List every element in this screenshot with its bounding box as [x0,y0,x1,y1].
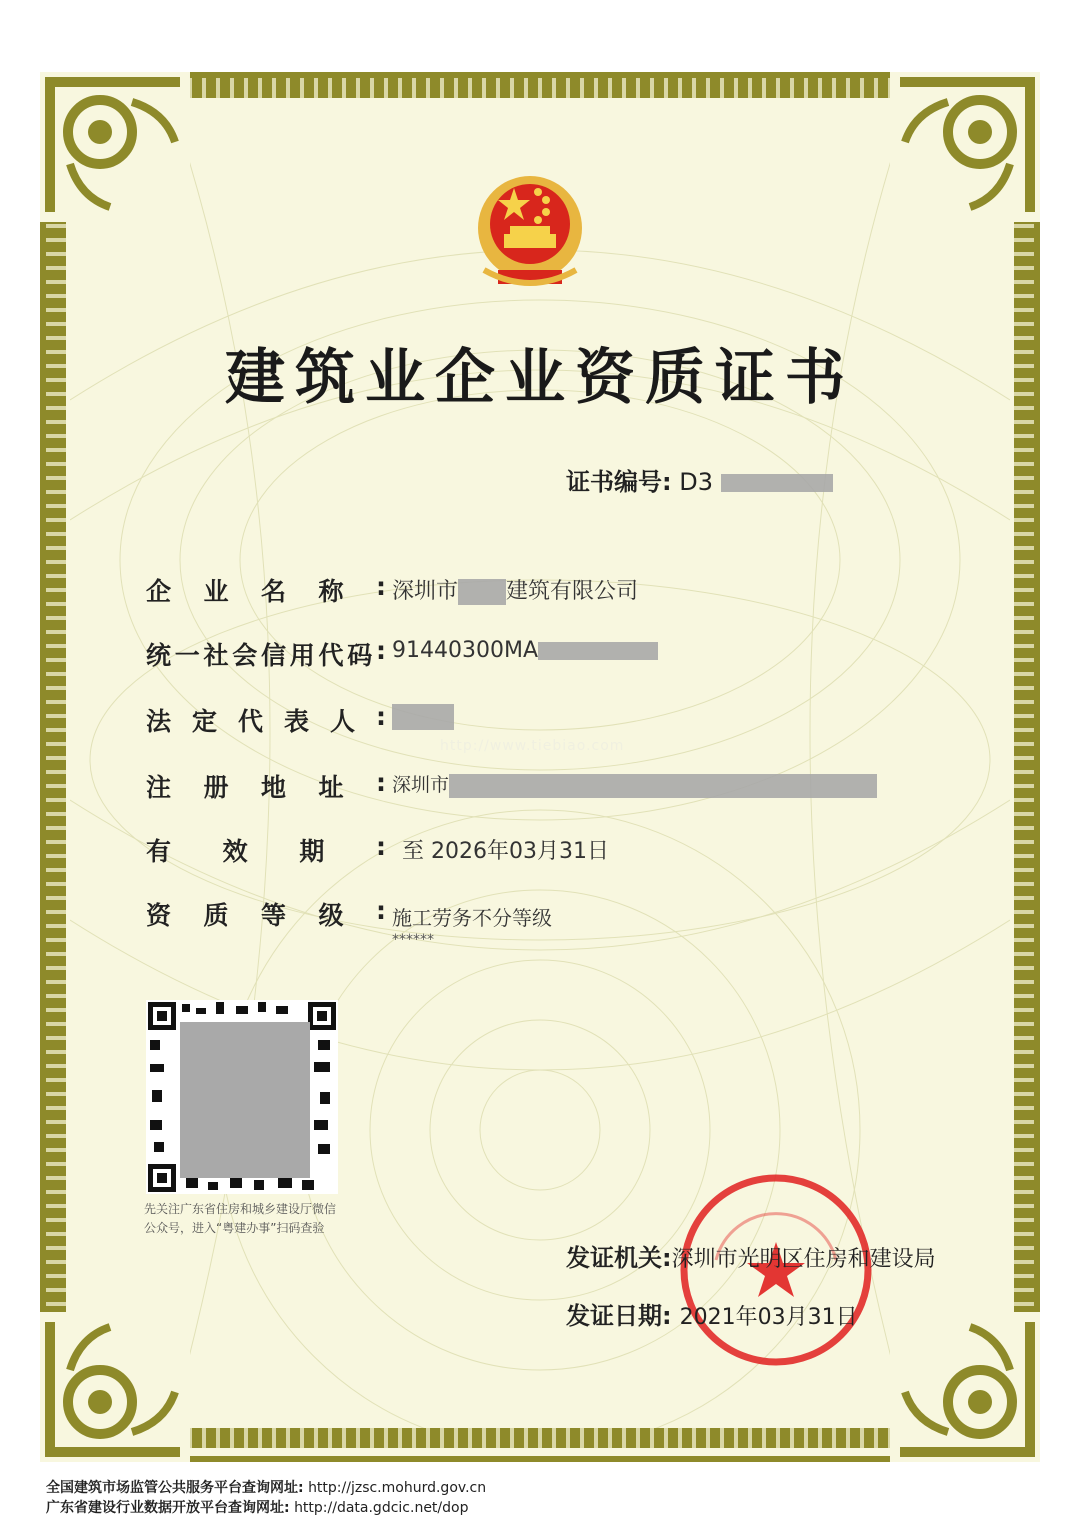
field-label [146,768,386,804]
field-label [146,832,386,868]
label-char: 等 [261,901,287,930]
label-char: 信 [261,641,287,670]
redaction-block [392,704,454,730]
certificate-number-value: D3 [679,468,713,496]
label-char: 法 [146,707,172,736]
label-char: 有 [146,837,172,866]
redaction-block [449,774,877,798]
issuing-authority-label: 发证机关: [566,1244,672,1272]
redaction-block [538,642,658,660]
field-label [146,572,386,608]
field-value: 深圳市 建筑有限公司 [392,579,639,604]
label-char: 社 [203,641,229,670]
redaction-block [721,474,833,492]
corner-ornament-bottom-left [40,1312,190,1462]
label-char: 级 [318,901,344,930]
issuing-authority-value: 深圳市光明区住房和建设局 [671,1247,936,1272]
label-char: 册 [203,773,229,802]
label-char: 表 [284,707,310,736]
corner-ornament-top-right [890,72,1040,222]
label-colon: : [375,832,386,861]
label-char: 代 [238,707,264,736]
footer-line-1: 全国建筑市场监管公共服务平台查询网址: http://jzsc.mohurd.gov.cn [46,1480,487,1496]
label-char: 一 [174,641,200,670]
certificate-number [566,462,833,497]
label-colon: : [376,896,386,925]
redaction-block [458,579,506,605]
label-char: 称 [318,577,344,606]
label-char: 名 [261,577,287,606]
label-colon: : [376,572,386,601]
label-char: 定 [192,707,218,736]
issue-date [566,1296,858,1331]
issue-date-label: 发证日期: [566,1302,672,1330]
certificate-title: 建筑业企业资质证书 [225,343,855,413]
label-char: 地 [261,773,287,802]
field-label [146,896,386,932]
label-colon: : [376,768,386,797]
bottom-border-band [150,1428,930,1448]
label-char: 注 [146,773,172,802]
field-value: 至 2026年03月31日 [402,839,609,864]
footer [46,1478,486,1518]
label-char: 效 [222,837,248,866]
label-colon: : [376,702,386,731]
corner-ornament-top-left [40,72,190,222]
label-char: 质 [203,901,229,930]
field-value [392,704,454,730]
certificate-number-label: 证书编号: [566,468,672,496]
field-value: 深圳市 [392,770,877,798]
field-label [146,636,386,672]
label-char: 代 [318,641,344,670]
field-value: 施工劳务不分等级 [392,906,552,930]
qr-redaction [180,1022,310,1178]
label-char: 会 [232,641,258,670]
label-char: 业 [203,577,229,606]
label-char: 址 [318,773,344,802]
footer-line-2: 广东省建设行业数据开放平台查询网址: http://data.gdcic.net/dop [46,1500,469,1516]
national-emblem-icon [474,170,586,300]
corner-ornament-bottom-right [890,1312,1040,1462]
label-char: 人 [330,707,356,736]
field-label [146,702,386,738]
top-border-band [150,78,930,98]
label-char: 统 [146,641,172,670]
label-char: 用 [289,641,315,670]
field-value: 91440300MA [392,638,658,663]
label-char: 码 [347,641,373,670]
label-char: 期 [299,837,325,866]
footer-link-1[interactable]: http://jzsc.mohurd.gov.cn [308,1480,487,1496]
footer-link-2[interactable]: http://data.gdcic.net/dop [294,1500,469,1516]
label-char: 资 [146,901,172,930]
issue-date-value: 2021年03月31日 [679,1305,858,1330]
label-colon: : [376,636,386,665]
qr-code[interactable] [146,1000,338,1194]
field-value-extra: ****** [392,932,434,948]
label-char: 企 [146,577,172,606]
qr-caption: 先关注广东省住房和城乡建设厅微信公众号，进入“粤建办事”扫码查验 [144,1202,337,1235]
watermark-text: http://www.tiebiao.com [440,738,625,754]
issuing-authority [566,1238,936,1273]
